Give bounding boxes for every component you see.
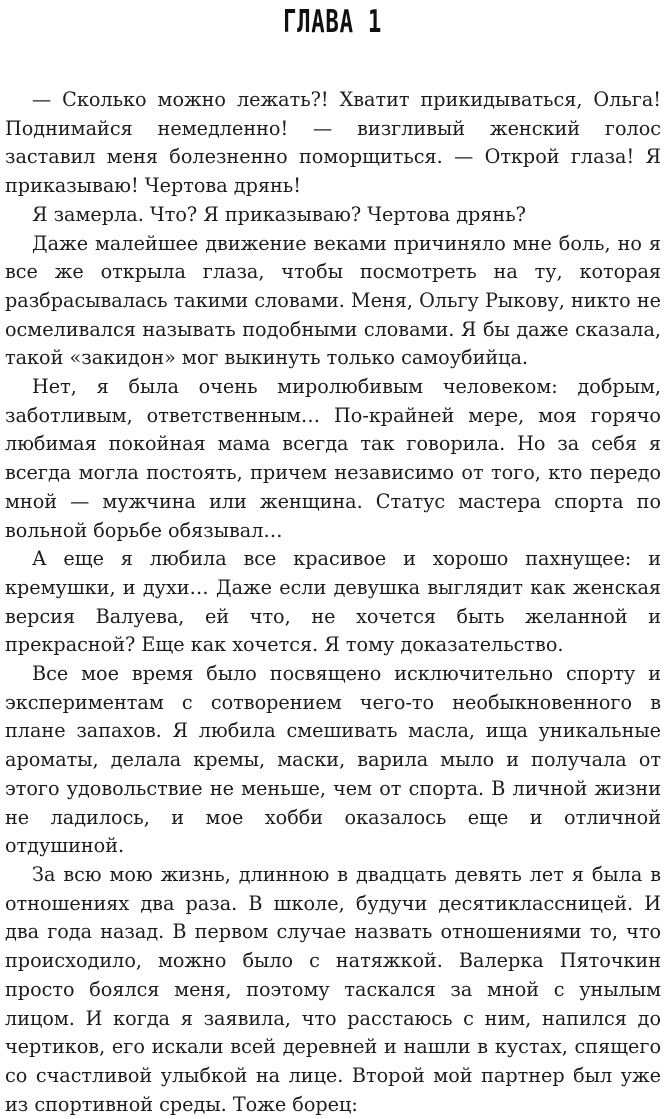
chapter-body — [5, 86, 661, 1119]
paragraph: А еще я любила все красивое и хорошо пахнущее: и кремушки, и духи… Даже если девушка выглядит как женская версия Валуева, ей что, не хочется быть желанной и прекрасной? Еще как хочется. Я тому доказательство. — [5, 547, 661, 657]
paragraph: — Сколько можно лежать?! Хватит прикидываться, Ольга! Поднимайся немедленно! — визгливый женский голос заставил меня болезненно поморщиться. — Открой глаза! Я приказываю! Чертова дрянь! — [5, 88, 661, 198]
paragraph: За всю мою жизнь, длинною в двадцать девять лет я была в отношениях два раза. В школе, будучи десятиклассницей. И два года назад. В первом случае назвать отношениями то, что происходило, можно было с натяжкой. Валерка Пяточкин просто боялся меня, поэтому таскался за мной с унылым лицом. И когда я заявила, что расстаюсь с ним, напился до чертиков, его искали всей деревней и нашли в кустах, спящего со счастливой улыбкой на лице. Второй мой партнер был уже из спортивной среды. Тоже борец: — [5, 862, 661, 1116]
paragraph: Все мое время было посвящено исключительно спорту и экспериментам с сотворением чего-то необыкновенного в плане запахов. Я любила смешивать масла, ища уникальные ароматы, делала кремы, маски, варила мыло и получала от этого удовольствие не меньше, чем от спорта. В личной жизни не ладилось, и мое хобби оказалось еще и отличной отдушиной. — [5, 662, 661, 858]
paragraph: Я замерла. Что? Я приказываю? Чертова дрянь? — [32, 202, 526, 226]
chapter-title: ГЛАВА 1 — [282, 4, 383, 40]
paragraph: Даже малейшее движение веками причиняло мне боль, но я все же открыла глаза, чтобы посмотреть на ту, которая разбрасывалась такими словами. Меня, Ольгу Рыкову, никто не осмеливался называть подобными словами. Я бы даже сказала, такой «закидон» мог выкинуть только самоубийца. — [5, 231, 661, 370]
paragraph: Нет, я была очень миролюбивым человеком: добрым, заботливым, ответственным… По-крайней мере, моя горячо любимая покойная мама всегда так говорила. Но за себя я всегда могла постоять, причем независимо от того, кто передо мной — мужчина или женщина. Статус мастера спорта по вольной борьбе обязывал… — [5, 375, 661, 542]
